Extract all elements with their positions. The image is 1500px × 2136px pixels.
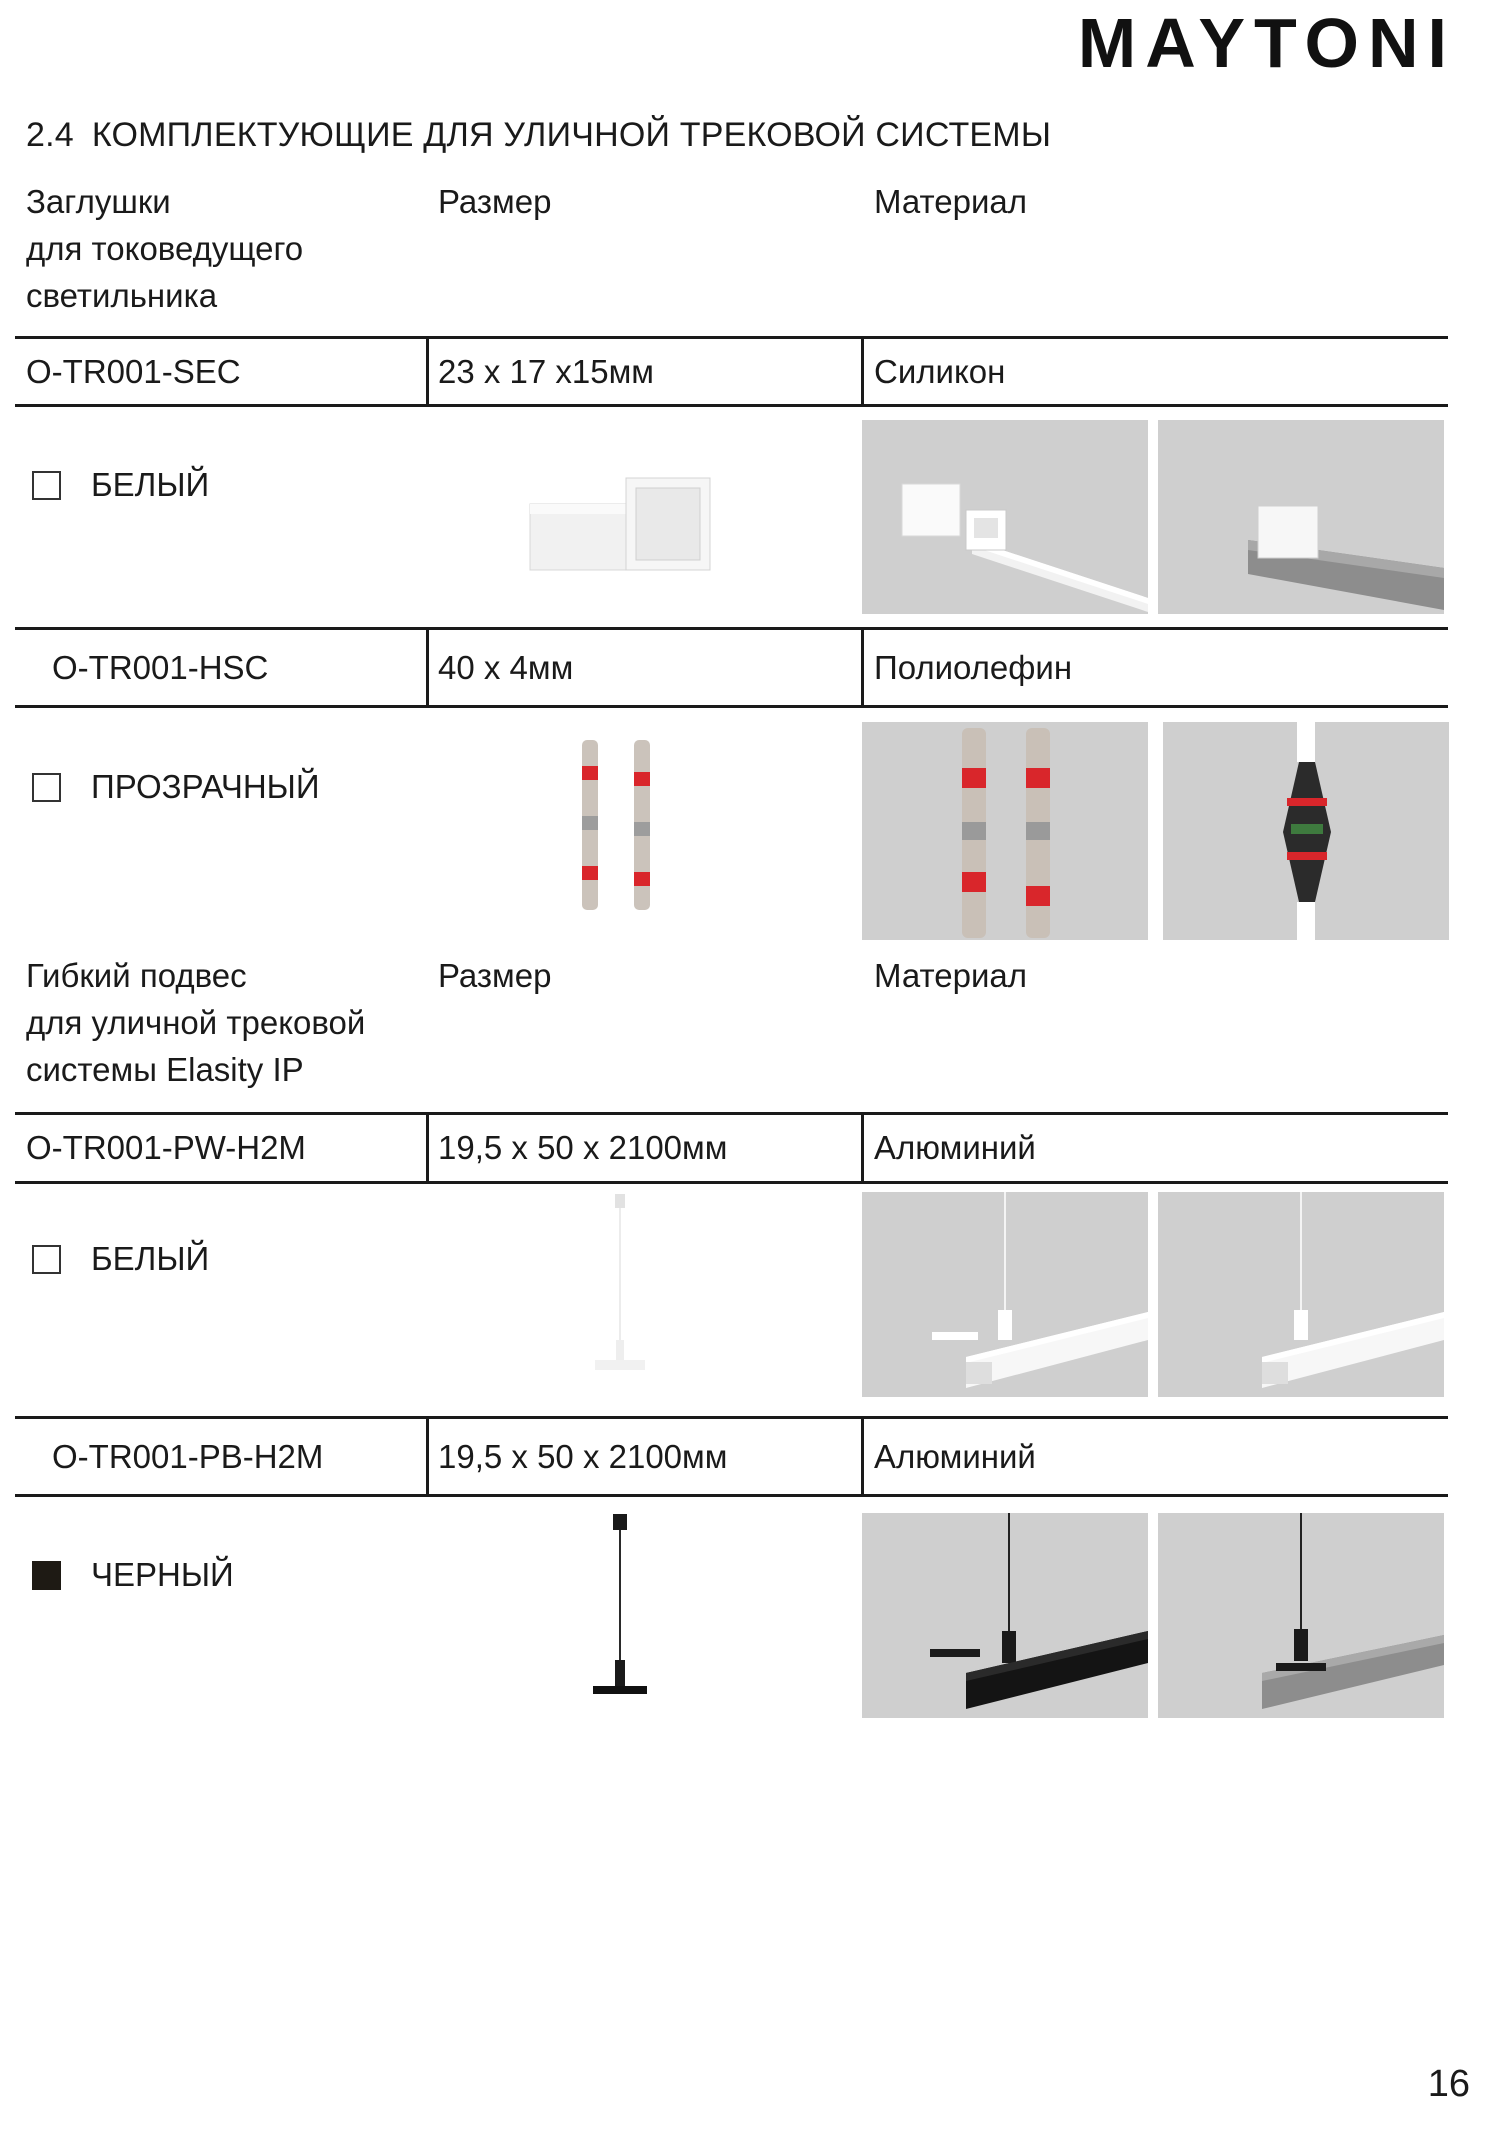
article-number: O-TR001-PW-H2M	[26, 1129, 306, 1166]
material-value: Алюминий	[874, 1129, 1036, 1166]
group1-col1-header: Заглушки для токоведущего светильника	[26, 183, 304, 314]
white-swatch	[32, 471, 61, 500]
group2-col3-header: Материал	[874, 957, 1027, 994]
table-divider	[15, 1494, 1448, 1497]
table-divider	[15, 336, 1448, 339]
color-label: ЧЕРНЫЙ	[91, 1556, 234, 1593]
brand-logo: MAYTONI	[1077, 4, 1456, 82]
table-divider	[15, 404, 1448, 407]
column-divider	[426, 336, 429, 406]
column-divider	[861, 1416, 864, 1496]
group2-col1-header: Гибкий подвес для уличной трековой системы Elasity IP	[26, 957, 366, 1088]
size-value: 40 x 4мм	[438, 649, 574, 686]
article-number: O-TR001-PB-H2M	[52, 1438, 324, 1475]
table-divider	[15, 1181, 1448, 1184]
size-value: 23 x 17 x15мм	[438, 353, 654, 390]
color-label: БЕЛЫЙ	[91, 1240, 210, 1277]
color-label: ПРОЗРАЧНЫЙ	[91, 768, 320, 805]
group2-col2-header: Размер	[438, 957, 552, 994]
article-number: O-TR001-HSC	[52, 649, 269, 686]
color-option	[32, 1240, 209, 1278]
end-cap-photo-2	[1158, 420, 1444, 614]
end-cap-product-image	[520, 470, 720, 580]
color-option	[32, 768, 320, 806]
color-option	[32, 466, 209, 504]
group1-col3-header: Материал	[874, 183, 1027, 220]
table-divider	[15, 1416, 1448, 1419]
white-swatch	[32, 773, 61, 802]
sleeve-photo-2	[1163, 722, 1449, 940]
black-swatch	[32, 1561, 61, 1590]
page-number: 16	[1427, 2063, 1470, 2105]
sleeve-product-image	[570, 736, 680, 916]
section-title-text: КОМПЛЕКТУЮЩИЕ ДЛЯ УЛИЧНОЙ ТРЕКОВОЙ СИСТЕМЫ	[91, 116, 1052, 154]
column-divider	[426, 1416, 429, 1496]
size-value: 19,5 x 50 x 2100мм	[438, 1438, 728, 1475]
group1-col2-header: Размер	[438, 183, 552, 220]
material-value: Алюминий	[874, 1438, 1036, 1475]
column-divider	[426, 627, 429, 707]
table-divider	[15, 1112, 1448, 1115]
article-number: O-TR001-SEC	[26, 353, 241, 390]
section-number: 2.4	[26, 116, 74, 154]
end-cap-photo-1	[862, 420, 1148, 614]
white-suspension-photo-2	[1158, 1192, 1444, 1397]
white-suspension-product-image	[585, 1190, 655, 1386]
size-value: 19,5 x 50 x 2100мм	[438, 1129, 728, 1166]
material-value: Полиолефин	[874, 649, 1073, 686]
column-divider	[861, 1112, 864, 1183]
black-suspension-photo-2	[1158, 1513, 1444, 1718]
column-divider	[861, 336, 864, 406]
sleeve-photo-1	[862, 722, 1148, 940]
column-divider	[426, 1112, 429, 1183]
table-divider	[15, 705, 1448, 708]
color-label: БЕЛЫЙ	[91, 466, 210, 503]
color-option	[32, 1556, 234, 1594]
material-value: Силикон	[874, 353, 1006, 390]
white-swatch	[32, 1245, 61, 1274]
black-suspension-product-image	[585, 1510, 655, 1706]
black-suspension-photo-1	[862, 1513, 1148, 1718]
section-title	[26, 116, 1051, 155]
column-divider	[861, 627, 864, 707]
white-suspension-photo-1	[862, 1192, 1148, 1397]
table-divider	[15, 627, 1448, 630]
